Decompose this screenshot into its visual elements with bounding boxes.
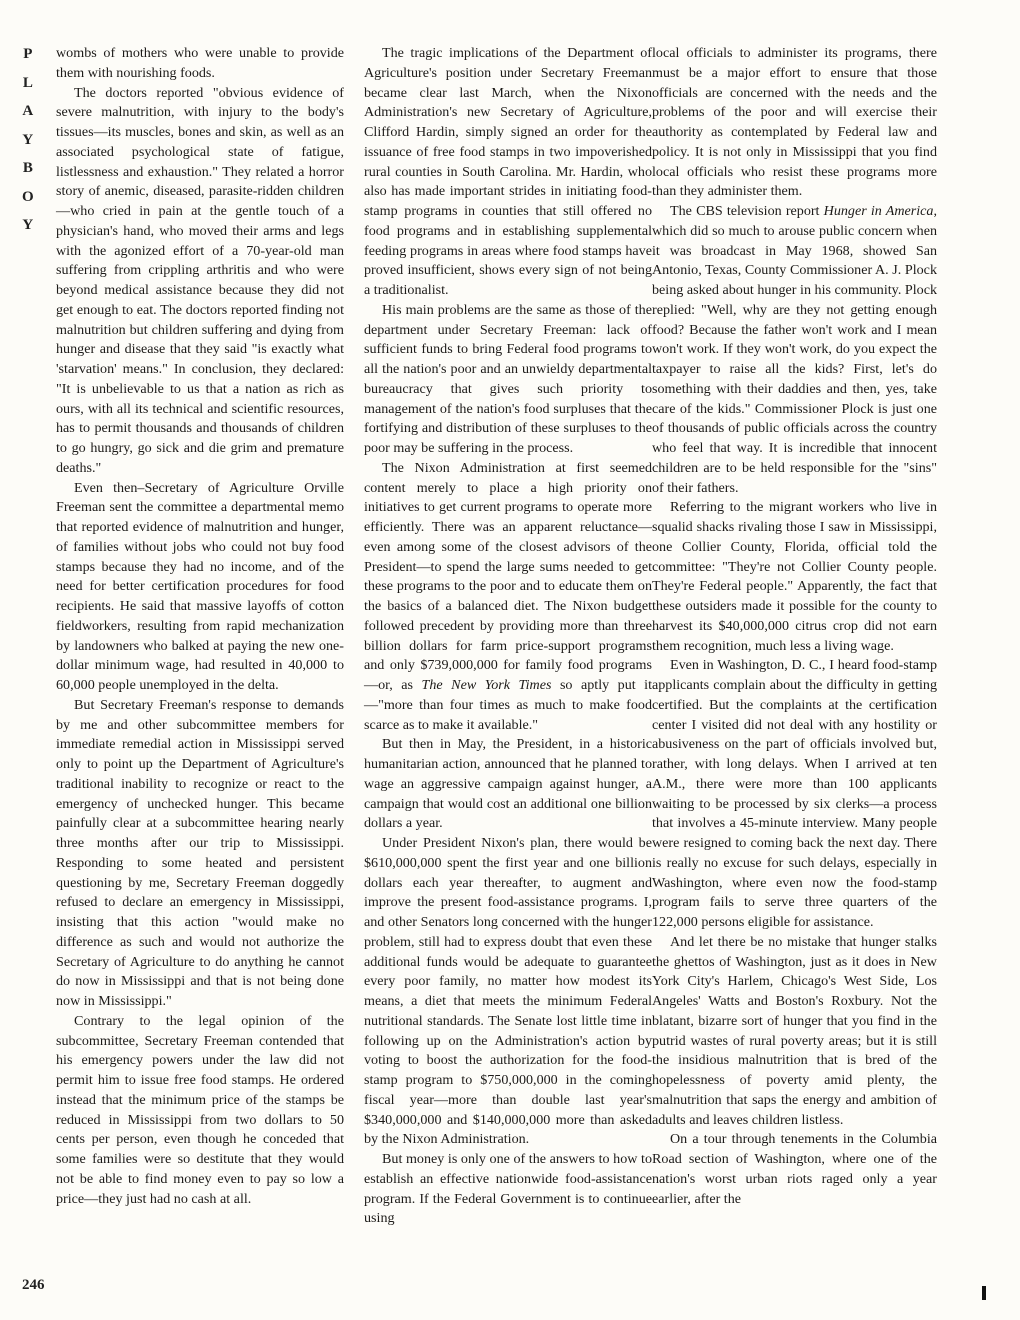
paragraph: And let there be no mistake that hunger stalks the ghettos of Washington, just as it does in New York City's Harlem, Chicago's West Side, Los Angeles' Watts and Boston's Roxbury. Not the blatant, bizarre sort of hunger that you find in the putrid wastes of rural poverty areas; but it is still the insidious malnutrition that is bred of the hopelessness of poverty amid plenty, the malnutrition that saps the energy and ambition of adults and leaves children listless. [652,933,937,1128]
text-column-3 [652,44,937,1209]
paragraph: But money is only one of the answers to how to establish an effective nationwide food-assistance program. If the Federal Government is to continue using [364,1151,652,1227]
paragraph: The doctors reported "obvious evidence of severe malnutrition, with injury to the body's tissues—its muscles, bones and skin, as well as an associated psychological state of fatigue, listlessness and exhaustion." They related a horror story of anemic, diseased, parasite-ridden children—who cried in pain at the gentle touch of a physician's hand, who moved their arms and legs with the agonized effort of a 70-year-old man suffering from crippling arthritis and who were beyond medical assistance because they did not get enough to eat. The doctors reported finding not malnutrition but children suffering and dying from hunger and disease that they said "is exactly what 'starvation' means." In conclusion, they declared: "It is unbelievable to us that a nation as rich as ours, with all its technical and scientific resources, has to permit thousands and thousands of children to go hungry, go sick and die grim and premature deaths." [56,84,344,476]
scan-mark [982,1286,986,1300]
paragraph: Even then–Secretary of Agriculture Orville Freeman sent the committee a departmental memo that reported evidence of malnutrition and hunger, of families without jobs who could not buy food stamps because they had no income, and of the need for better certification procedures for food recipients. He said that massive layoffs of cotton fieldworkers, resulting from rapid mechanization by landowners who balked at paying the new one-dollar minimum wage, had resulted in 40,000 to 60,000 people unemployed in the delta. [56,479,344,693]
paragraph: The tragic implications of the Department of Agriculture's position under Secretary Freeman became clear last March, when the Nixon Administration's new Secretary of Agriculture, Clifford Hardin, simply signed an order for the issuance of free food stamps in two impoverished rural counties in South Carolina. Mr. Hardin, who also has made important strides in initiating food-stamp programs in counties that still offered no food programs and in establishing supplemental feeding programs in areas where food stamps have proved insufficient, shows every sign of not being a traditionalist. [364,45,652,298]
paragraph: Under President Nixon's plan, there would be $610,000,000 spent the first year and one billion dollars each year thereafter, to augment and improve the present food-assistance programs. I, and other Senators long concerned with the hunger problem, still had to express doubt that even these additional funds would be adequate to guarantee every poor family, no matter how modest its means, a diet that meets the minimum Federal nutritional standards. The Senate lost little time in following up on the Administration's action by voting to boost the authorization for the food-stamp program to $750,000,000 in the coming fiscal year—more than double last year's $340,000,000 and $140,000,000 more than asked by the Nixon Administration. [364,835,652,1148]
paragraph: local officials to administer its programs, there must be a major effort to ensure that those officials are concerned with the needs and the problems of the poor and will exercise their authority as contemplated by Federal law and policy. It is not only in Mississippi that you find local officials who resist these programs more than they administer them. [652,45,937,200]
paragraph: Even in Washington, D. C., I heard food-stamp applicants complain about the difficulty in getting certified. But the complaints at the certification center I visited did not deal with any hostility or abusiveness on the part of officials involved but, rather, with long delays. When I arrived at ten A.M., there were more than 100 applicants waiting to be processed by six clerks—a process that involves a 45-minute interview. Many people were resigned to coming back the next day. There is really no excuse for such delays, especially in Washington, where even now the food-stamp program fails to serve three quarters of the 122,000 persons eligible for assistance. [652,657,937,930]
paragraph: The Nixon Administration at first seemed content merely to place a high priority on initiatives to get current programs to operate more efficiently. There was an apparent reluctance—even among some of the closest advisors of the President—to spend the large sums needed to get these programs to the poor and to educate them on the basics of a balanced diet. The Nixon budget followed precedent by providing more than three billion dollars for farm price-support programs and only $739,000,000 for family food programs—or, as The New York Times so aptly put it—"more than four times as much to make food scarce as to make it available." [364,459,652,733]
page-number: 246 [22,1277,45,1293]
text-column-2 [364,44,652,1229]
paragraph: His main problems are the same as those of the department under Secretary Freeman: lack of sufficient funds to bring Federal food programs to all the nation's poor and an unwieldy departmental bureaucracy that gives such priority to management of the nation's food surpluses that the fortifying and distribution of these surpluses to the poor may be suffering in the process. [364,301,652,456]
text-column-1 [56,44,344,1209]
masthead-vertical: P L A Y B O Y [22,46,36,233]
paragraph: The CBS television report Hunger in America, which did so much to arouse public concern when it was broadcast in May 1968, showed San Antonio, Texas, County Commissioner A. J. Plock being asked about hunger in his community. Plock replied: "Well, why are they not getting enough food? Because the father won't work and I mean won't work. If they won't work, do you expect the taxpayer to raise all the kids? First, let's do something with their daddies and then, yes, take care of the kids." Commissioner Plock is just one of thousands of public officials across the country who feel that way. It is incredible that innocent children are to be held responsible for the "sins" of their fathers. [652,203,937,496]
paragraph: Referring to the migrant workers who live in squalid shacks rivaling those I saw in Mississippi, one Collier County, Florida, official told the committee: "They're not Collier County people. They're Federal people." Apparently, the fact that these outsiders made it possible for the county to harvest its $40,000,000 citrus crop did not earn them recognition, much less a living wage. [652,499,937,654]
paragraph: wombs of mothers who were unable to provide them with nourishing foods. [56,45,344,81]
paragraph: Contrary to the legal opinion of the subcommittee, Secretary Freeman contended that his emergency powers under the law did not permit him to issue free food stamps. He ordered instead that the minimum price of the stamps be reduced in Mississippi from two dollars to 50 cents per person, even though he conceded that some families were so destitute that they would not be able to find money even to pay so low a price—they just had no cash at all. [56,1012,344,1207]
paragraph: On a tour through tenements in the Columbia Road section of Washington, where one of the nation's worst urban riots raged only a year earlier, after the [652,1131,937,1207]
paragraph: But then in May, the President, in a historic humanitarian action, announced that he planned to wage an aggressive campaign against hunger, a campaign that would cost an additional one billion dollars a year. [364,736,652,832]
paragraph: But Secretary Freeman's response to demands by me and other subcommittee members for immediate remedial action in Mississippi served only to point up the Department of Agriculture's traditional inability to recognize or react to the emergency of unchecked hunger. This became painfully clear at a subcommittee hearing nearly three months after our trip to Mississippi. Responding to some heated and persistent questioning by me, Secretary Freeman doggedly refused to declare an emergency in Mississippi, insisting that this action "would make no difference as such and would not authorize the Secretary of Agriculture to do anything he cannot do now in Mississippi and that is not being done now in Mississippi." [56,696,344,1009]
